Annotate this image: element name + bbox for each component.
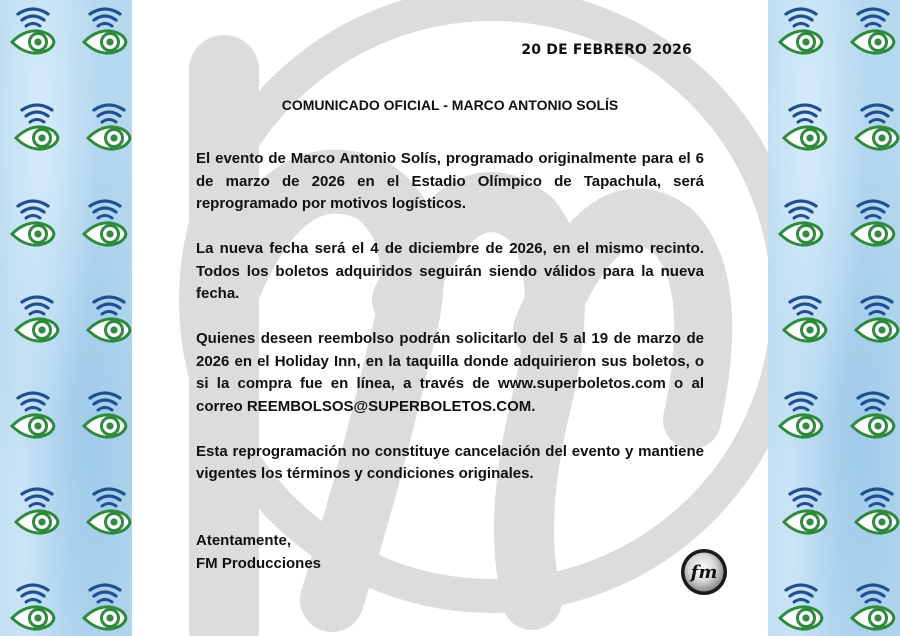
signature: FM Producciones bbox=[196, 554, 322, 572]
signal-eye-icon bbox=[780, 482, 830, 538]
left-pattern-panel bbox=[0, 0, 132, 636]
letter-body bbox=[196, 148, 704, 508]
signal-eye-icon bbox=[848, 194, 898, 250]
letter-date: 20 DE FEBRERO 2026 bbox=[521, 42, 692, 58]
signal-eye-icon bbox=[8, 386, 58, 442]
signal-eye-icon bbox=[848, 386, 898, 442]
logo-text: fm bbox=[690, 562, 718, 583]
right-pattern-panel bbox=[768, 0, 900, 636]
signal-eye-icon bbox=[776, 578, 826, 634]
signal-eye-icon bbox=[776, 194, 826, 250]
paragraph: Esta reprogramación no constituye cancelación del evento y mantiene vigentes los términos y condiciones originales. bbox=[196, 442, 704, 482]
signal-eye-icon bbox=[80, 2, 130, 58]
paragraph: La nueva fecha será el 4 de diciembre de 2026, en el mismo recinto. Todos los boletos adquiridos seguirán siendo válidos para la nueva fecha. bbox=[196, 240, 704, 302]
signal-eye-icon bbox=[84, 98, 132, 154]
signal-eye-icon bbox=[852, 290, 900, 346]
signal-eye-icon bbox=[80, 194, 130, 250]
closing: Atentamente, bbox=[196, 532, 292, 549]
signal-eye-icon bbox=[776, 2, 826, 58]
signal-eye-icon bbox=[12, 98, 62, 154]
signal-eye-icon bbox=[848, 578, 898, 634]
letter-page bbox=[132, 0, 768, 636]
signal-eye-icon bbox=[780, 290, 830, 346]
signal-eye-icon bbox=[776, 386, 826, 442]
signal-eye-icon bbox=[8, 2, 58, 58]
signal-eye-icon bbox=[80, 386, 130, 442]
signal-eye-icon bbox=[84, 290, 132, 346]
signal-eye-icon bbox=[12, 290, 62, 346]
signal-eye-icon bbox=[848, 2, 898, 58]
signal-eye-icon bbox=[852, 98, 900, 154]
signal-eye-icon bbox=[8, 578, 58, 634]
signal-eye-icon bbox=[852, 482, 900, 538]
signal-eye-icon bbox=[80, 578, 130, 634]
letter-title: COMUNICADO OFICIAL - MARCO ANTONIO SOLÍS bbox=[281, 97, 619, 113]
signoff bbox=[196, 530, 321, 575]
signal-eye-icon bbox=[84, 482, 132, 538]
signal-eye-icon bbox=[12, 482, 62, 538]
paragraph: Quienes deseen reembolso podrán solicitarlo del 5 al 19 de marzo de 2026 en el Holiday Inn, en la taquilla donde adquirieron sus boletos, o si la compra fue en línea, a través de www.superboletos.com o al correo REEMBOLSOS@SUPERBOLETOS.COM. bbox=[196, 330, 704, 415]
fm-logo-icon bbox=[680, 548, 728, 596]
signal-eye-icon bbox=[780, 98, 830, 154]
paragraph: El evento de Marco Antonio Solís, programado originalmente para el 6 de marzo de 2026 en el Estadio Olímpico de Tapachula, será reprogramado por motivos logísticos. bbox=[196, 150, 704, 212]
signal-eye-icon bbox=[8, 194, 58, 250]
